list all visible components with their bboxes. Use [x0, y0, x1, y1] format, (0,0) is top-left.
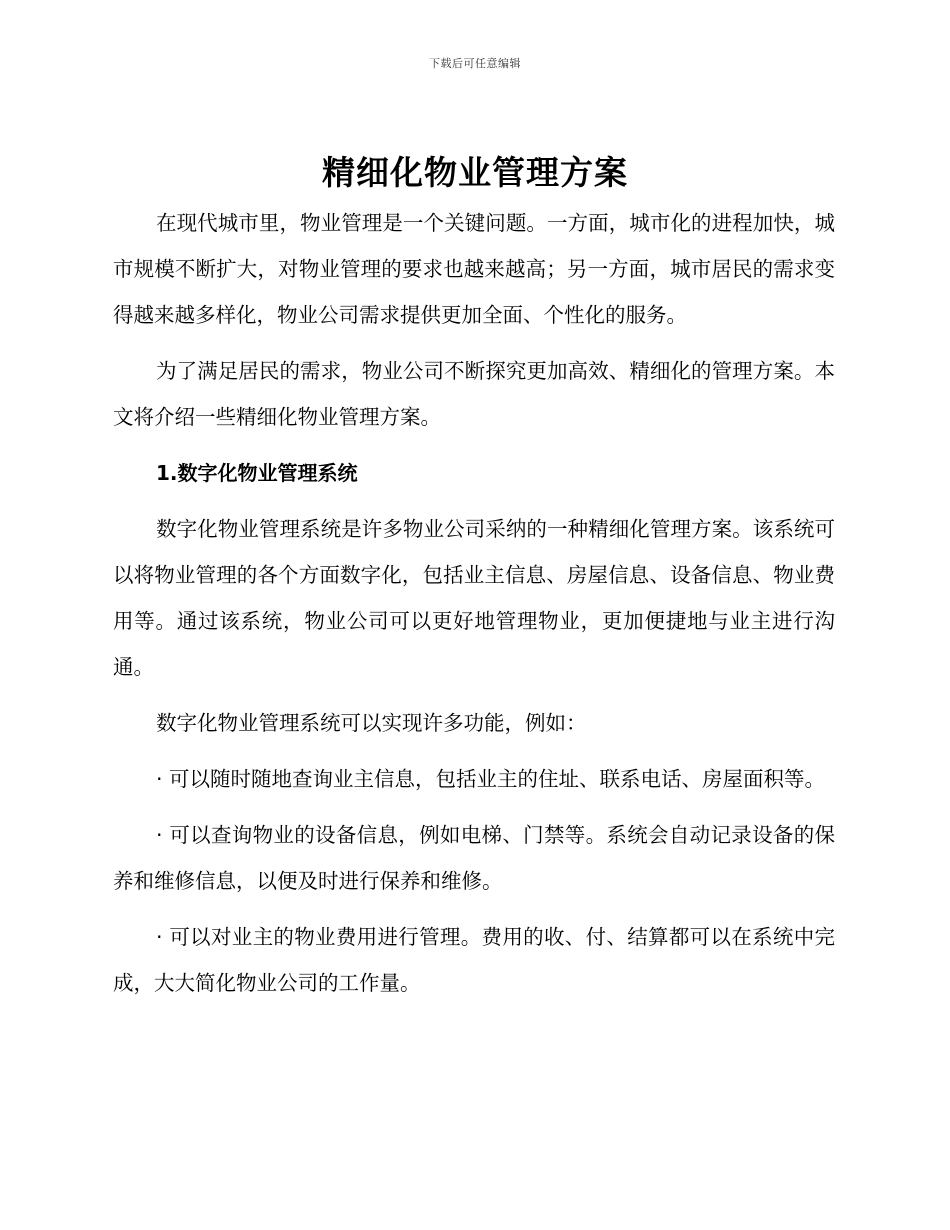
paragraph-functions-intro: 数字化物业管理系统可以实现许多功能，例如：	[156, 711, 587, 735]
bullet-item: · 可以对业主的物业费用进行管理。费用的收、付、结算都可以在系统中完成，大大简化物业公司的工作量。	[113, 925, 835, 995]
paragraph-intro: 在现代城市里，物业管理是一个关键问题。一方面，城市化的进程加快，城市规模不断扩大，对物业管理的要求也越来越高；另一方面，城市居民的需求变得越来越多样化，物业公司需求提供更加全面、个性化的服务。	[113, 211, 835, 327]
paragraph-section-body: 数字化物业管理系统是许多物业公司采纳的一种精细化管理方案。该系统可以将物业管理的各个方面数字化，包括业主信息、房屋信息、设备信息、物业费用等。通过该系统，物业公司可以更好地管理物业，更加便捷地与业主进行沟通。	[113, 517, 835, 679]
bullet-item: · 可以随时随地查询业主信息，包括业主的住址、联系电话、房屋面积等。	[156, 767, 826, 791]
bullet-item: · 可以查询物业的设备信息，例如电梯、门禁等。系统会自动记录设备的保养和维修信息，以便及时进行保养和维修。	[113, 823, 835, 893]
section-heading: 1.数字化物业管理系统	[156, 461, 358, 485]
header-note: 下载后可任意编辑	[429, 57, 521, 70]
paragraph-purpose: 为了满足居民的需求，物业公司不断探究更加高效、精细化的管理方案。本文将介绍一些精细化物业管理方案。	[113, 359, 835, 429]
document-body	[113, 200, 835, 1016]
document-title: 精细化物业管理方案	[322, 153, 628, 192]
